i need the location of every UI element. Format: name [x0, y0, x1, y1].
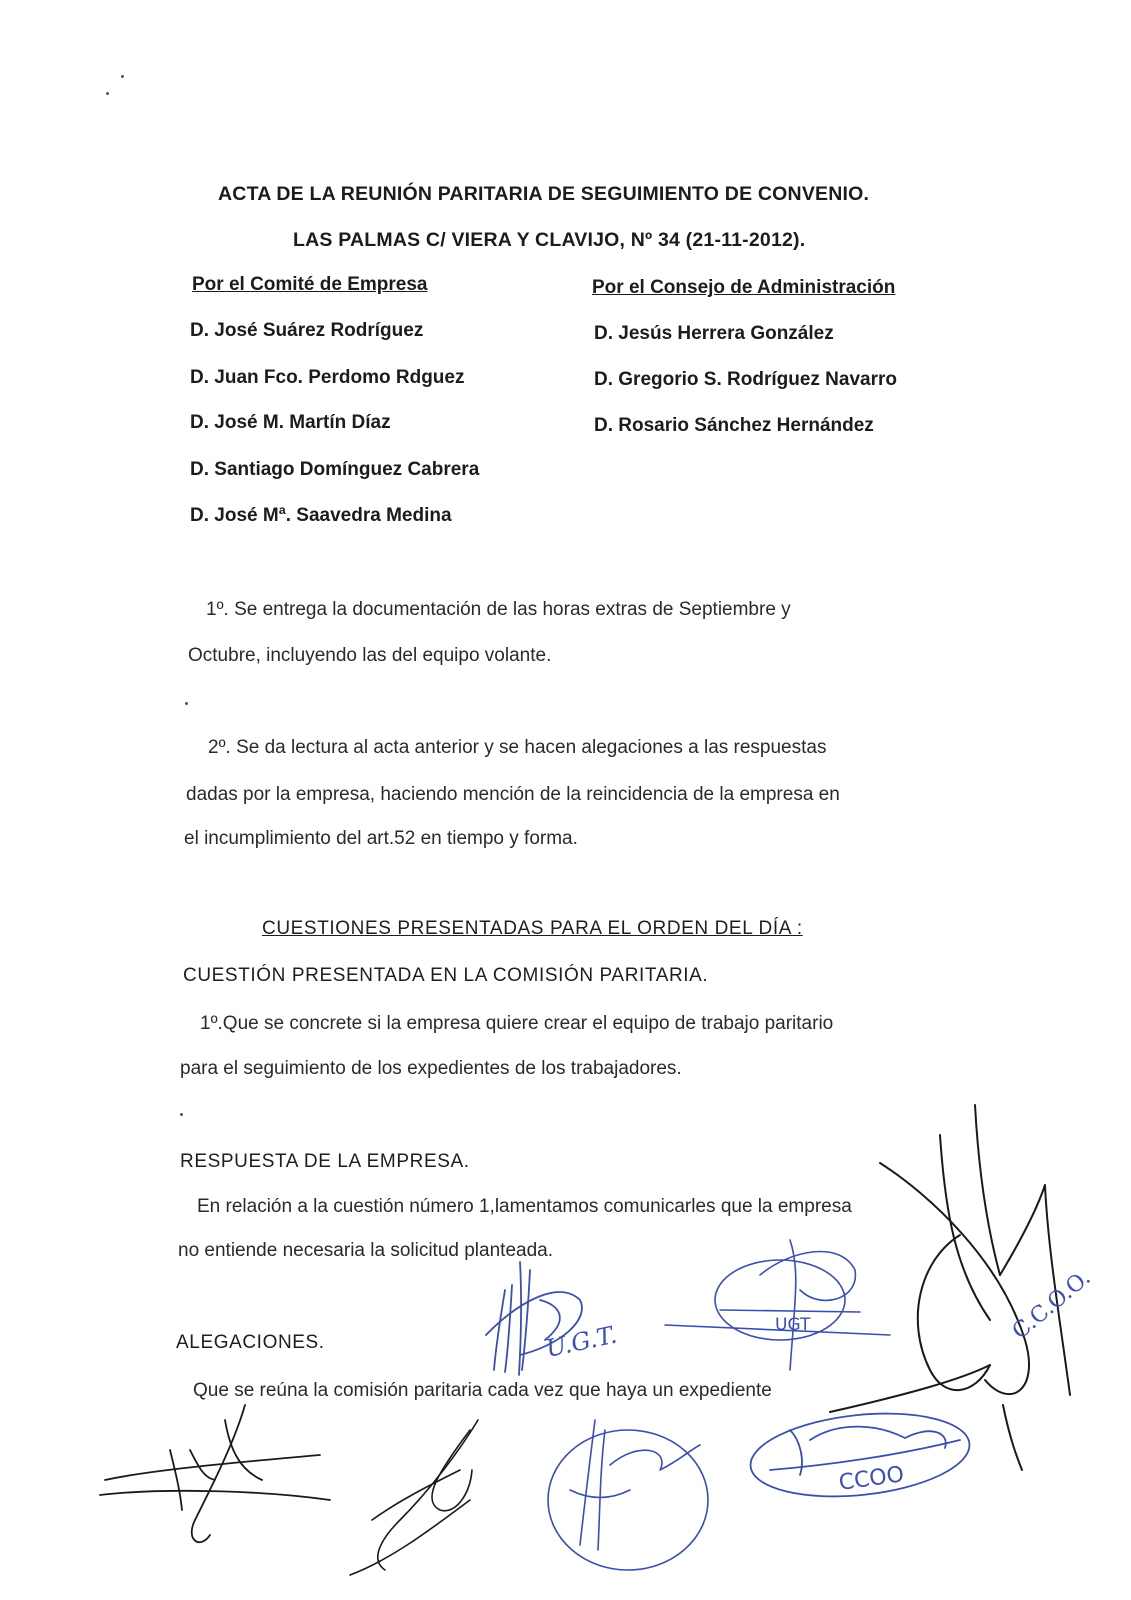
committee-member: D. José M. Martín Díaz	[190, 412, 391, 433]
signature-ccoo-oval	[746, 1404, 973, 1507]
committee-member: D. Juan Fco. Perdomo Rdguez	[190, 367, 465, 388]
signature-bottom-left	[100, 1405, 330, 1542]
point-2-line: 2º. Se da lectura al acta anterior y se hacen alegaciones a las respuestas	[208, 737, 827, 758]
board-member: D. Gregorio S. Rodríguez Navarro	[594, 369, 897, 390]
point-1-line: 1º. Se entrega la documentación de las horas extras de Septiembre y	[206, 599, 791, 620]
point-1-line: Octubre, incluyendo las del equipo volante.	[188, 645, 552, 666]
response-heading: RESPUESTA DE LA EMPRESA.	[180, 1151, 470, 1172]
board-member: D. Jesús Herrera González	[594, 323, 834, 344]
ccoo-mark-handwritten	[1008, 1265, 1096, 1344]
point-2-line: dadas por la empresa, haciendo mención de la reincidencia de la empresa en	[186, 784, 840, 805]
committee-member: D. Santiago Domínguez Cabrera	[190, 459, 480, 480]
committee-member: D. José Mª. Saavedra Medina	[190, 505, 452, 526]
question-1-line: 1º.Que se concrete si la empresa quiere crear el equipo de trabajo paritario	[200, 1013, 834, 1034]
scan-speck	[185, 702, 188, 705]
signature-large-right	[830, 1105, 1070, 1470]
scan-speck	[106, 92, 109, 95]
ugt-mark-middle: U.G.T.	[543, 1320, 620, 1363]
document-subtitle: LAS PALMAS C/ VIERA Y CLAVIJO, Nº 34 (21-11-2012).	[293, 229, 806, 251]
response-line: En relación a la cuestión número 1,lamentamos comunicarles que la empresa	[197, 1196, 852, 1217]
scan-speck	[121, 75, 124, 78]
document-title: ACTA DE LA REUNIÓN PARITARIA DE SEGUIMIENTO DE CONVENIO.	[218, 183, 870, 205]
response-line: no entiende necesaria la solicitud planteada.	[178, 1240, 553, 1261]
signature-ugt-middle	[486, 1262, 582, 1375]
question-1-line: para el seguimiento de los expedientes de los trabajadores.	[180, 1058, 682, 1079]
signature-ugt-right	[665, 1240, 890, 1370]
board-member: D. Rosario Sánchez Hernández	[594, 415, 874, 436]
board-heading: Por el Consejo de Administración	[592, 277, 896, 298]
point-2-line: el incumplimiento del art.52 en tiempo y forma.	[184, 828, 578, 849]
allegations-line: Que se reúna la comisión paritaria cada vez que haya un expediente	[193, 1380, 772, 1401]
ccoo-initials: C.C.O.O.	[1007, 1265, 1096, 1345]
allegations-heading: ALEGACIONES.	[176, 1332, 325, 1353]
ccoo-mark: CCOO	[837, 1462, 906, 1496]
agenda-heading: CUESTIONES PRESENTADAS PARA EL ORDEN DEL DÍA :	[262, 918, 803, 939]
committee-member: D. José Suárez Rodríguez	[190, 320, 424, 341]
committee-heading: Por el Comité de Empresa	[192, 274, 428, 295]
ugt-mark-right: UGT	[775, 1315, 811, 1335]
signature-bottom-blue-loop	[548, 1420, 708, 1570]
scan-speck	[180, 1113, 183, 1116]
agenda-subheading: CUESTIÓN PRESENTADA EN LA COMISIÓN PARITARIA.	[183, 965, 709, 986]
signature-bottom-second	[350, 1420, 478, 1575]
